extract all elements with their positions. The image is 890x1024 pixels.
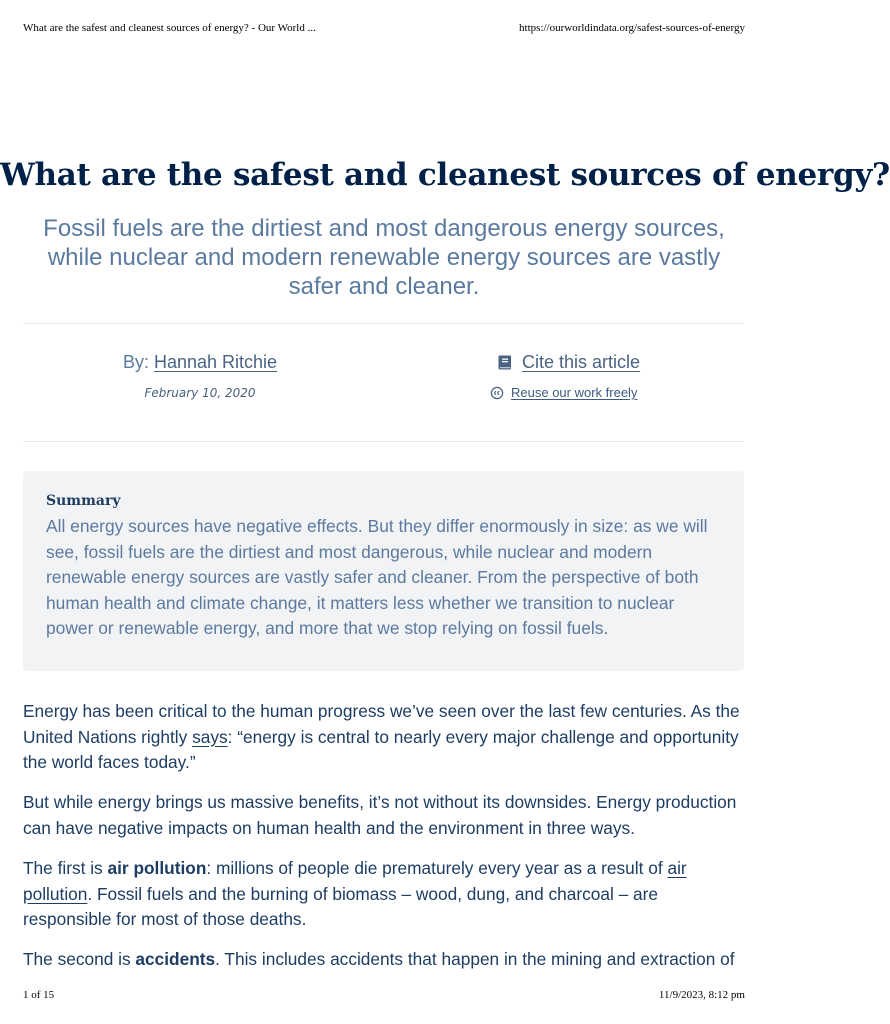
print-header (23, 22, 745, 34)
print-header-url: https://ourworldindata.org/safest-sources-of-energy (519, 22, 745, 34)
divider-bottom (23, 441, 744, 442)
paragraph-4-text: The second is (23, 949, 136, 970)
air-pollution-link[interactable]: air pollution (23, 857, 687, 904)
byline-prefix: By: (122, 352, 154, 372)
reuse-work-label: Reuse our work freely (511, 385, 638, 400)
cite-article-label: Cite this article (522, 352, 641, 372)
divider-top (23, 323, 744, 324)
paragraph-1 (23, 699, 745, 776)
creative-commons-icon (490, 386, 504, 400)
paragraph-3-text-end: . Fossil fuels and the burning of biomass – wood, dung, and charcoal – are responsible for most of those deaths. (23, 883, 659, 930)
article-subtitle: Fossil fuels are the dirtiest and most dangerous energy sources, while nuclear and modern renewable energy sources are vastly safer and cleaner. (43, 215, 725, 300)
paragraph-3-text: The first is (23, 857, 108, 878)
summary-heading: Summary (46, 493, 121, 509)
paragraph-2: But while energy brings us massive benefits, it’s not without its downsides. Energy production can have negative impacts on human health and the environment in three ways. (23, 792, 737, 838)
summary-text: All energy sources have negative effects. But they differ enormously in size: as we will see, fossil fuels are the dirtiest and most dangerous, while nuclear and modern renewable energy sources are vastly safer and cleaner. From the perspective of both human health and climate change, it matters less whether we transition to nuclear power or renewable energy, and more that we stop relying on fossil fuels. (46, 516, 708, 639)
publish-date: February 10, 2020 (144, 386, 256, 400)
says-link[interactable]: says (192, 726, 228, 747)
article-title: What are the safest and cleanest sources of energy? (0, 157, 890, 193)
paragraph-1-text: Energy has been critical to the human progress we’ve seen over the last few centuries. As the United Nations rightly (23, 701, 740, 747)
print-footer-datetime: 11/9/2023, 8:12 pm (658, 989, 745, 1001)
byline (0, 352, 400, 373)
air-pollution-term: air pollution (107, 857, 207, 878)
reuse-work-link[interactable] (490, 385, 637, 400)
article-body (23, 699, 745, 987)
summary-box (23, 471, 744, 671)
author-link[interactable]: Hannah Ritchie (153, 352, 278, 372)
cite-article-link[interactable] (497, 352, 640, 373)
accidents-term: accidents (135, 949, 216, 970)
paragraph-3-text-mid: : millions of people die prematurely every year as a result of (206, 857, 668, 878)
paragraph-3 (23, 856, 745, 933)
print-header-title: What are the safest and cleanest sources of energy? - Our World ... (23, 22, 316, 34)
book-icon (497, 354, 514, 371)
print-footer (23, 989, 745, 1001)
paragraph-1-text-end: : “energy is central to nearly every major challenge and opportunity the world faces today.” (23, 726, 739, 773)
paragraph-4-text-end: . This includes accidents that happen in the mining and extraction of (215, 949, 735, 970)
print-footer-page: 1 of 15 (23, 989, 55, 1001)
paragraph-4 (23, 947, 745, 973)
